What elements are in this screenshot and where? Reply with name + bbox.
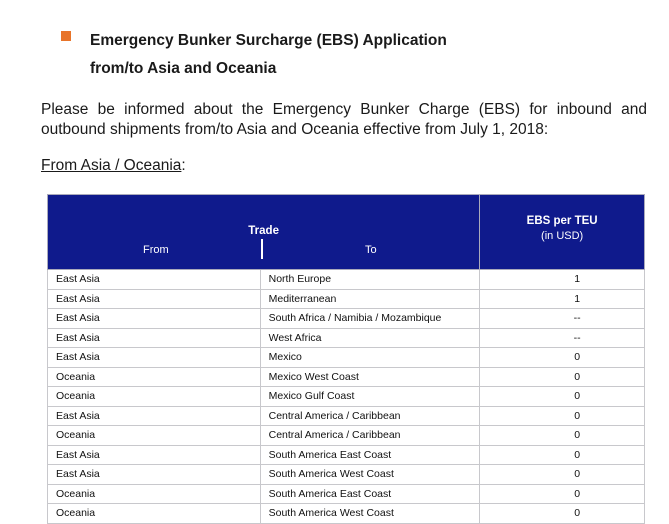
table-row [48,309,645,329]
from-header: From [143,244,169,256]
ebs-header-cell [480,195,645,270]
from-cell: Oceania [48,367,261,387]
table-row [48,406,645,426]
to-cell: Mexico Gulf Coast [260,387,480,407]
ebs-cell: 0 [480,348,645,368]
table-row [48,465,645,485]
from-cell: East Asia [48,445,261,465]
title-line-2: from/to Asia and Oceania [90,60,277,77]
table-row [48,484,645,504]
to-header: To [365,244,377,256]
ebs-cell: 0 [480,504,645,524]
ebs-header: EBS per TEU [526,215,598,227]
table-row [48,328,645,348]
bullet-square-icon [61,31,71,41]
from-cell: East Asia [48,406,261,426]
table-row [48,504,645,524]
table-row [48,270,645,290]
intro-paragraph: Please be informed about the Emergency Bunker Charge (EBS) for inbound and outbound shipments from/to Asia and Oceania effective from July 1, 2018: [41,101,647,138]
to-cell: South Africa / Namibia / Mozambique [260,309,480,329]
title-line-1: Emergency Bunker Surcharge (EBS) Application [90,32,447,49]
table-body [48,270,645,524]
ebs-cell: 1 [480,270,645,290]
trade-header-cell [48,195,480,270]
ebs-cell: 0 [480,426,645,446]
table-row [48,289,645,309]
ebs-cell: 0 [480,465,645,485]
from-cell: East Asia [48,289,261,309]
ebs-cell: 0 [480,367,645,387]
to-cell: Mexico [260,348,480,368]
table-row [48,348,645,368]
table-row [48,445,645,465]
to-cell: West Africa [260,328,480,348]
ebs-cell: 0 [480,406,645,426]
from-cell: East Asia [48,465,261,485]
to-cell: Central America / Caribbean [260,406,480,426]
trade-header: Trade [248,225,279,237]
ebs-cell: 0 [480,445,645,465]
to-cell: South America East Coast [260,445,480,465]
table-row [48,426,645,446]
to-cell: North Europe [260,270,480,290]
from-cell: East Asia [48,348,261,368]
from-cell: Oceania [48,504,261,524]
page-title [90,27,447,83]
from-cell: Oceania [48,426,261,446]
ebs-cell: -- [480,309,645,329]
ebs-cell: 1 [480,289,645,309]
to-cell: South America West Coast [260,465,480,485]
section-heading [41,157,186,175]
to-cell: Central America / Caribbean [260,426,480,446]
to-cell: South America West Coast [260,504,480,524]
header-divider [261,239,263,259]
to-cell: Mediterranean [260,289,480,309]
to-cell: South America East Coast [260,484,480,504]
table-row [48,367,645,387]
ebs-table [47,194,645,524]
to-cell: Mexico West Coast [260,367,480,387]
section-title: From Asia / Oceania [41,157,182,174]
from-cell: East Asia [48,328,261,348]
ebs-cell: 0 [480,484,645,504]
from-cell: Oceania [48,387,261,407]
ebs-unit: (in USD) [541,230,584,242]
table-row [48,387,645,407]
from-cell: East Asia [48,270,261,290]
section-suffix: : [181,157,186,174]
ebs-cell: 0 [480,387,645,407]
from-cell: Oceania [48,484,261,504]
table-header-row [48,195,645,270]
ebs-cell: -- [480,328,645,348]
from-cell: East Asia [48,309,261,329]
